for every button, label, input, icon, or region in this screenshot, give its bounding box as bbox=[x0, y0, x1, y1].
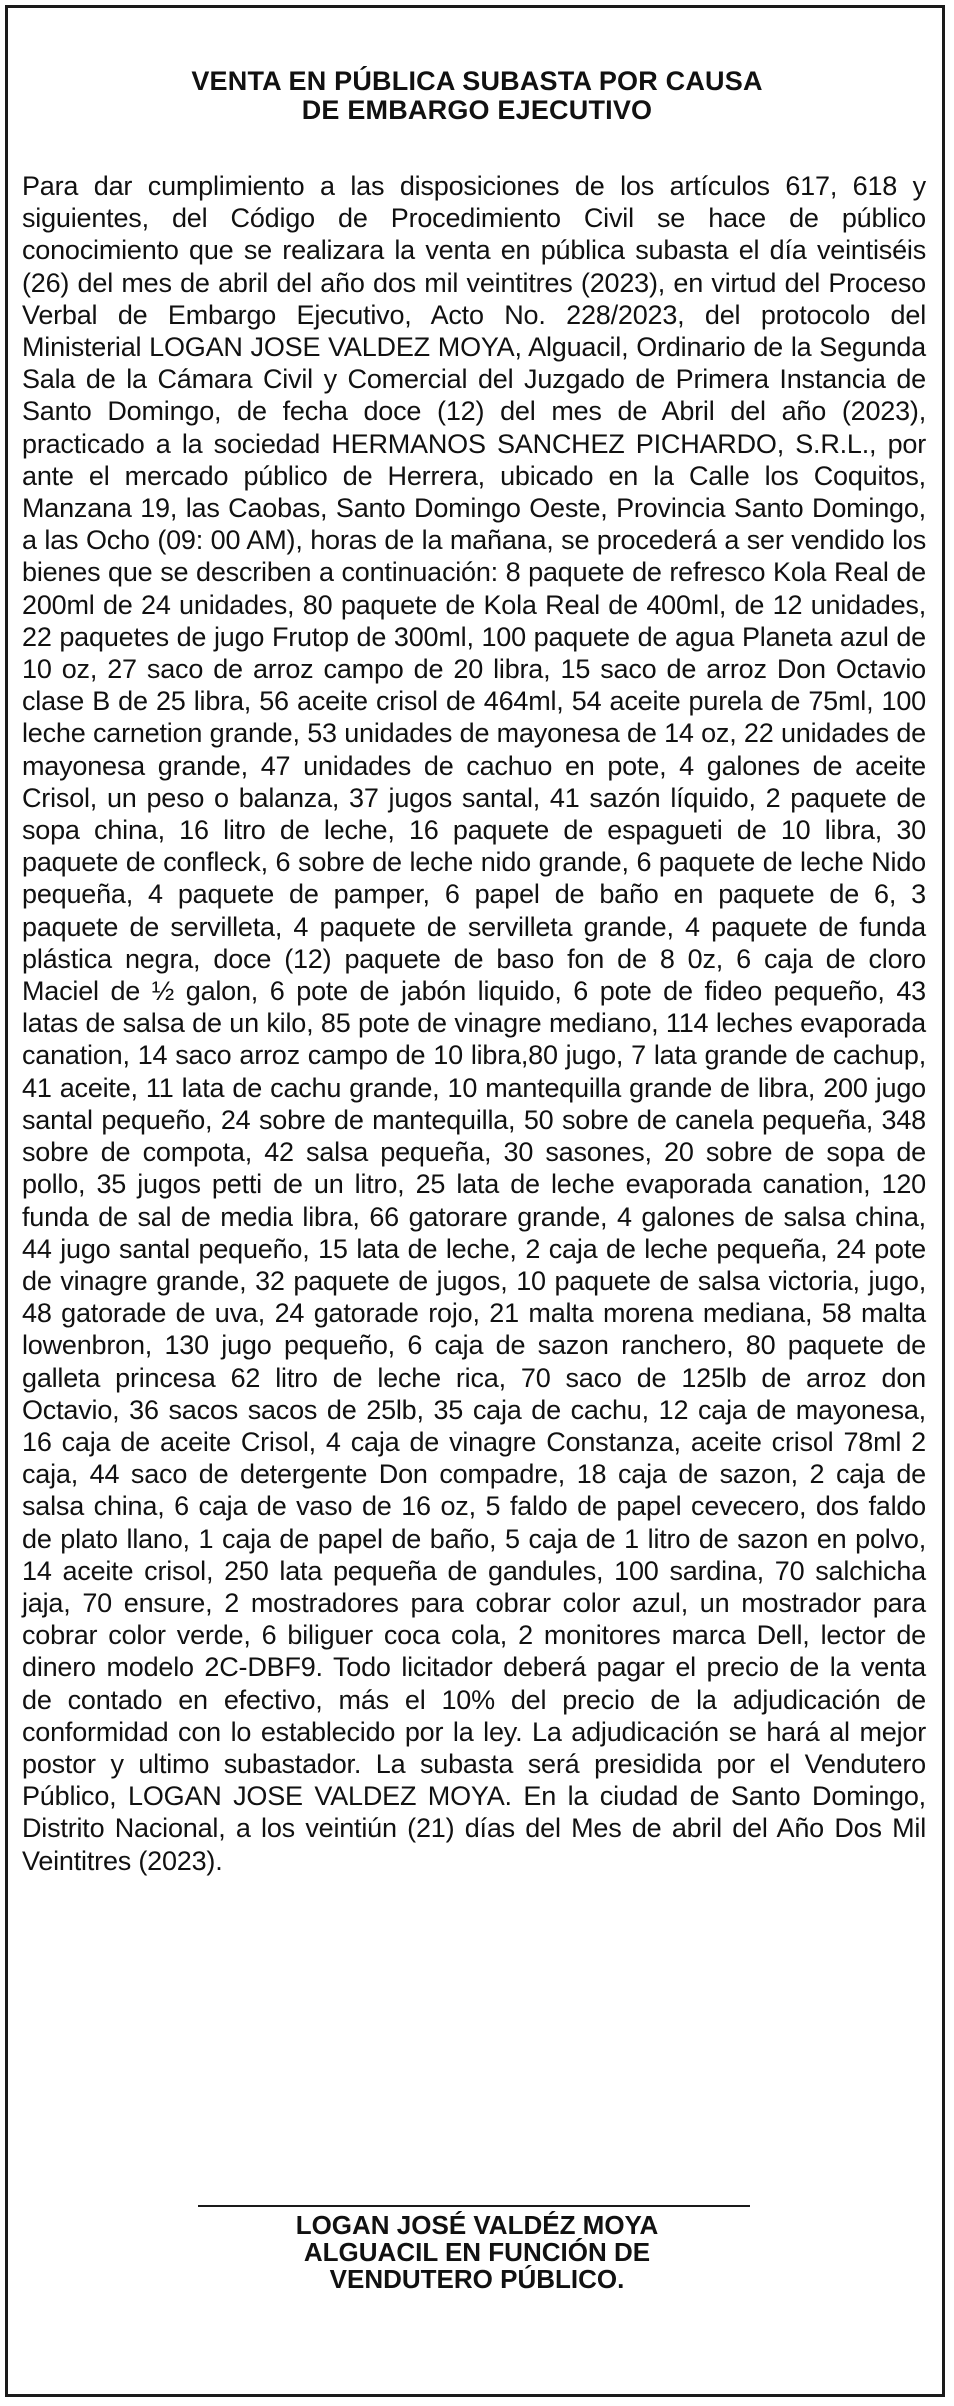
signer-role-line-1: ALGUACIL EN FUNCIÓN DE bbox=[303, 2237, 651, 2267]
signer-role-line-2: VENDUTERO PÚBLICO. bbox=[329, 2264, 625, 2294]
signature-line bbox=[198, 2205, 750, 2207]
notice-title-line-1: VENTA EN PÚBLICA SUBASTA POR CAUSA bbox=[191, 66, 763, 96]
signature-block bbox=[0, 2212, 954, 2293]
notice-body: Para dar cumplimiento a las disposiciones de los artículos 617, 618 y siguientes, del Código de Procedimiento Civil se hace de público conocimiento que se realizara la venta en pública subasta el día veintiséis (26) del mes de abril del año dos mil veintitres (2023), en virtud del Proceso Verbal de Embargo Ejecutivo, Acto No. 228/2023, del protocolo del Ministerial LOGAN JOSE VALDEZ MOYA, Alguacil, Ordinario de la Segunda Sala de la Cámara Civil y Comercial del Juzgado de Primera Instancia de Santo Domingo, de fecha doce (12) del mes de Abril del año (2023), practicado a la sociedad HERMANOS SANCHEZ PICHARDO, S.R.L., por ante el mercado público de Herrera, ubicado en la Calle los Coquitos, Manzana 19, las Caobas, Santo Domingo Oeste, Provincia Santo Domingo, a las Ocho (09: 00 AM), horas de la mañana, se procederá a ser vendido los bienes que se describen a continuación: 8 paquete de refresco Kola Real de 200ml de 24 unidades, 80 paquete de Kola Real de 400ml, de 12 unidades, 22 paquetes de jugo Frutop de 300ml, 100 paquete de agua Planeta azul de 10 oz, 27 saco de arroz campo de 20 libra, 15 saco de arroz Don Octavio clase B de 25 libra, 56 aceite crisol de 464ml, 54 aceite purela de 75ml, 100 leche carnetion grande, 53 unidades de mayonesa de 14 oz, 22 unidades de mayonesa grande, 47 unidades de cachuo en pote, 4 galones de aceite Crisol, un peso o balanza, 37 jugos santal, 41 sazón líquido, 2 paquete de sopa china, 16 litro de leche, 16 paquete de espagueti de 10 libra, 30 paquete de confleck, 6 sobre de leche nido grande, 6 paquete de leche Nido pequeña, 4 paquete de pamper, 6 papel de baño en paquete de 6, 3 paquete de servilleta, 4 paquete de servilleta grande, 4 paquete de funda plástica negra, doce (12) paquete de baso fon de 8 0z, 6 caja de cloro Maciel de ½ galon, 6 pote de jabón liquido, 6 pote de fideo pequeño, 43 latas de salsa de un kilo, 85 pote de vinagre mediano, 114 leches evaporada canation, 14 saco arroz campo de 10 libra,80 jugo, 7 lata grande de cachup, 41 aceite, 11 lata de cachu grande, 10 mantequilla grande de libra, 200 jugo santal pequeño, 24 sobre de mantequilla, 50 sobre de canela pequeña, 348 sobre de compota, 42 salsa pequeña, 30 sasones, 20 sobre de sopa de pollo, 35 jugos petti de un litro, 25 lata de leche evaporada canation, 120 funda de sal de media libra, 66 gatorare grande, 4 galones de salsa china, 44 jugo santal pequeño, 15 lata de leche, 2 caja de leche pequeña, 24 pote de vinagre grande, 32 paquete de jugos, 10 paquete de salsa victoria, jugo, 48 gatorade de uva, 24 gatorade rojo, 21 malta morena mediana, 58 malta lowenbron, 130 jugo pequeño, 6 caja de sazon ranchero, 80 paquete de galleta princesa 62 litro de leche rica, 70 saco de 125lb de arroz don Octavio, 36 sacos sacos de 25lb, 35 caja de cachu, 12 caja de mayonesa, 16 caja de aceite Crisol, 4 caja de vinagre Constanza, aceite crisol 78ml 2 caja, 44 saco de detergente Don compadre, 18 caja de sazon, 2 caja de salsa china, 6 caja de vaso de 16 oz, 5 faldo de papel cevecero, dos faldo de plato llano, 1 caja de papel de baño, 5 caja de 1 litro de sazon en polvo, 14 aceite crisol, 250 lata pequeña de gandules, 100 sardina, 70 salchicha jaja, 70 ensure, 2 mostradores para cobrar color azul, un mostrador para cobrar color verde, 6 biliguer coca cola, 2 monitores marca Dell, lector de dinero modelo 2C-DBF9. Todo licitador deberá pagar el precio de la venta de contado en efectivo, más el 10% del precio de la adjudicación de conformidad con lo establecido por la ley. La adjudicación se hará al mejor postor y ultimo subastador. La subasta será presidida por el Vendutero Público, LOGAN JOSE VALDEZ MOYA. En la ciudad de Santo Domingo, Distrito Nacional, a los veintiún (21) días del Mes de abril del Año Dos Mil Veintitres (2023). bbox=[22, 171, 926, 1876]
notice-title-line-2: DE EMBARGO EJECUTIVO bbox=[301, 95, 653, 125]
notice-title bbox=[0, 67, 954, 125]
signer-name: LOGAN JOSÉ VALDÉZ MOYA bbox=[295, 2210, 659, 2240]
